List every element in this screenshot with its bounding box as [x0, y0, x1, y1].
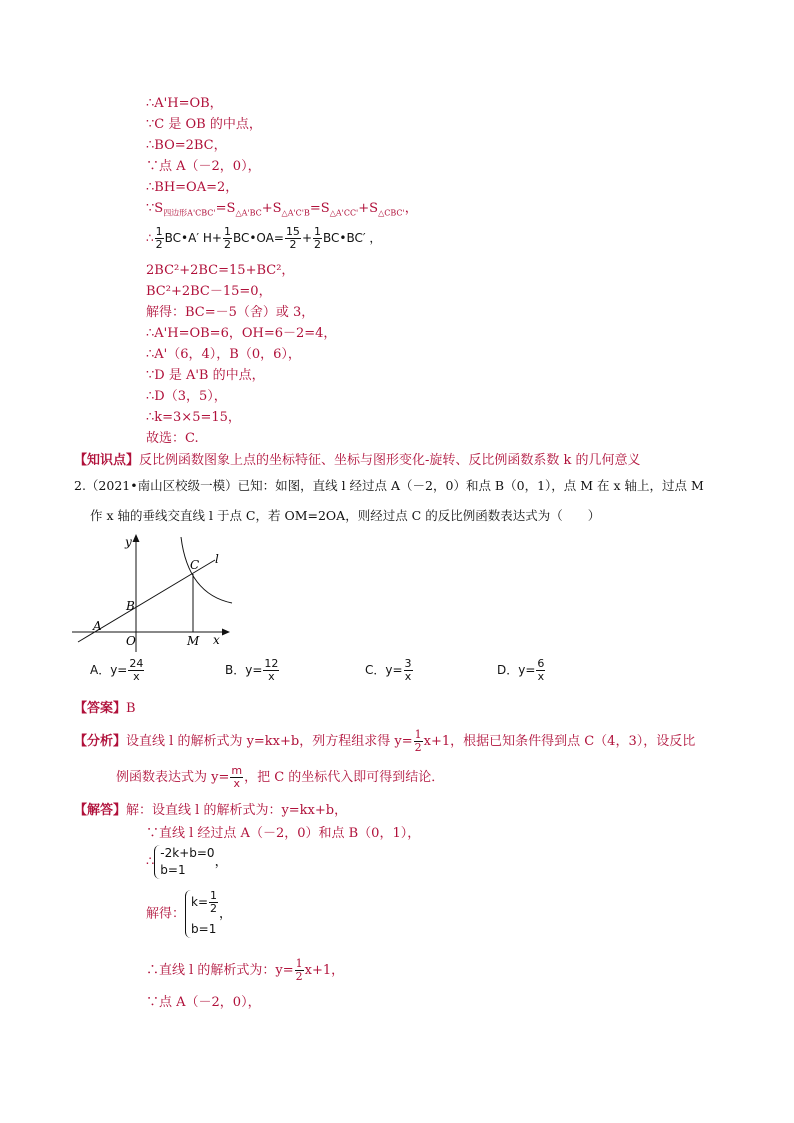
- frac-den: 2: [210, 902, 218, 915]
- equation: [191, 890, 219, 915]
- equation-text: k=: [191, 895, 209, 909]
- punct: ，: [214, 854, 228, 870]
- label-c: C: [190, 558, 200, 572]
- proof-line-7: [146, 226, 381, 251]
- area-term: ∵S: [146, 201, 164, 216]
- therefore-symbol: ∴: [146, 231, 154, 245]
- option-d-fraction: [536, 658, 545, 683]
- option-c-fraction: [404, 658, 413, 683]
- proof-line-10: 解得：BC=－5（舍）或 3，: [146, 305, 315, 320]
- frac-num: 1: [414, 728, 422, 741]
- frac-den: 2: [414, 741, 422, 754]
- label-o: O: [126, 634, 136, 648]
- solution-line-3: [146, 845, 228, 879]
- solution-line-6: ∵点 A（－2，0），: [146, 995, 261, 1010]
- option-c-label: C．y=: [365, 663, 403, 677]
- fraction-half: [295, 958, 304, 983]
- analysis-text: ，把 C 的坐标代入即可得到结论．: [244, 770, 445, 785]
- solution-line-4: [146, 890, 232, 938]
- frac-den: 2: [223, 238, 231, 251]
- area-subscript: △A'BC: [235, 208, 262, 218]
- area-subscript: 四边形A'CBC': [163, 208, 216, 218]
- frac-num: 15: [285, 225, 300, 238]
- frac-den: x: [268, 670, 275, 683]
- equation: b=1: [191, 922, 217, 936]
- frac-num: 3: [404, 657, 412, 670]
- fraction-fifteen-halves: [285, 226, 301, 251]
- analysis-text: 设直线 l 的解析式为 y=kx+b，列方程组求得 y=: [126, 734, 413, 749]
- frac-num: 6: [537, 657, 545, 670]
- punct: ，: [219, 906, 233, 922]
- frac-num: 12: [264, 657, 279, 670]
- label-m: M: [187, 634, 200, 648]
- solution-line-1: [74, 802, 347, 820]
- option-c[interactable]: [365, 658, 414, 683]
- proof-line-8: 2BC²+2BC=15+BC²，: [146, 263, 295, 278]
- frac-num: m: [231, 764, 243, 777]
- analysis-text: 例函数表达式为 y=: [116, 770, 230, 785]
- analysis-line-2: [116, 765, 444, 790]
- fraction-half: [155, 226, 164, 251]
- answer-value: B: [126, 701, 136, 716]
- proof-line-11: ∴A'H=OB=6，OH=6－2=4，: [146, 326, 337, 341]
- solution-line-5: [146, 958, 344, 983]
- solution-text: x+1，: [304, 963, 345, 978]
- option-a-label: A．y=: [90, 663, 128, 677]
- knowledge-text: 反比例函数图象上点的坐标特征、坐标与图形变化-旋转、反比例函数系数 k 的几何意义: [139, 453, 641, 468]
- proof-line-12: ∴A'（6，4），B（0，6），: [146, 347, 301, 362]
- proof-line-15: ∴k=3×5=15，: [146, 410, 241, 425]
- proof-line-4: ∵点 A（－2，0），: [146, 159, 261, 174]
- proof-line-14: ∴D（3，5），: [146, 389, 227, 404]
- answer-tag: 【答案】: [74, 701, 127, 716]
- option-d[interactable]: [497, 658, 546, 683]
- area-term: +S: [358, 201, 379, 216]
- frac-num: 1: [314, 225, 321, 238]
- option-b[interactable]: [225, 658, 280, 683]
- proof-line-9: BC²+2BC－15=0，: [146, 284, 272, 299]
- analysis-fraction-m-x: [230, 765, 243, 790]
- frac-den: 2: [155, 238, 163, 251]
- frac-num: 1: [155, 225, 163, 238]
- label-a: A: [93, 619, 102, 633]
- option-a-fraction: [128, 658, 144, 683]
- option-d-label: D．y=: [497, 663, 536, 677]
- hyperbola-curve: [181, 537, 232, 603]
- expr-text: BC•BC′ ，: [323, 231, 382, 245]
- frac-num: 24: [129, 657, 144, 670]
- proof-line-3: ∴BO=2BC，: [146, 138, 227, 153]
- proof-line-2: ∵C 是 OB 的中点，: [146, 117, 262, 132]
- option-b-fraction: [263, 658, 279, 683]
- label-b: B: [126, 599, 135, 613]
- label-y: y: [125, 535, 132, 549]
- frac-den: x: [404, 670, 412, 683]
- area-subscript: △A'C'B: [281, 208, 310, 218]
- solution-system: [185, 890, 219, 938]
- expr-text: BC•OA=: [232, 231, 284, 245]
- solution-tag: 【解答】: [74, 803, 127, 818]
- equation: b=1: [160, 863, 186, 877]
- frac-num: 1: [223, 225, 231, 238]
- frac-num: 1: [210, 889, 218, 902]
- solution-line-2: ∵直线 l 经过点 A（－2，0）和点 B（0，1），: [146, 826, 421, 841]
- option-b-label: B．y=: [225, 663, 263, 677]
- area-term: +S: [261, 201, 282, 216]
- frac-den: 2: [289, 238, 297, 251]
- area-term: =S: [309, 201, 330, 216]
- frac-den: x: [133, 670, 140, 683]
- x-axis-arrow: [222, 629, 230, 636]
- expr-text: BC•A′ H+: [164, 231, 222, 245]
- fraction-half: [223, 226, 232, 251]
- solve-label: 解得：: [146, 906, 186, 922]
- therefore-symbol: ∴: [146, 854, 155, 870]
- fraction-half: [313, 226, 322, 251]
- equation-system: [154, 845, 214, 879]
- analysis-line-1: [74, 729, 695, 754]
- punct: ，: [404, 201, 418, 216]
- proof-line-6: [146, 200, 418, 223]
- question-2-line-1: 2.（2021•南山区校级一模）已知：如图，直线 l 经过点 A（－2，0）和点 B（0，1），点 M 在 x 轴上，过点 M: [74, 478, 704, 493]
- knowledge-tag: 【知识点】: [74, 453, 140, 468]
- frac-den: 2: [295, 970, 303, 983]
- frac-den: x: [537, 670, 545, 683]
- knowledge-point: [74, 452, 641, 470]
- analysis-text: x+1，根据已知条件得到点 C（4，3），设反比: [423, 734, 696, 749]
- area-subscript: △CBC': [378, 208, 405, 218]
- equation: -2k+b=0: [160, 846, 215, 860]
- expr-text: +: [301, 231, 312, 245]
- y-axis-arrow: [133, 534, 140, 542]
- question-2-line-2: 作 x 轴的垂线交直线 l 于点 C，若 OM=2OA，则经过点 C 的反比例函数表达式为（ ）: [90, 508, 601, 523]
- frac-den: 2: [314, 238, 321, 251]
- option-a[interactable]: [90, 658, 145, 683]
- area-subscript: △A'CC': [329, 208, 359, 218]
- solution-text: ∴直线 l 的解析式为：y=: [146, 963, 294, 978]
- frac-num: 1: [295, 957, 303, 970]
- label-x: x: [213, 633, 220, 647]
- proof-line-1: ∴A'H=OB，: [146, 96, 223, 111]
- area-term: =S: [215, 201, 236, 216]
- label-l: l: [215, 552, 219, 566]
- answer: [74, 700, 136, 718]
- frac-den: x: [233, 777, 240, 790]
- solution-text: 解：设直线 l 的解析式为：y=kx+b，: [126, 803, 348, 818]
- analysis-fraction-half: [414, 729, 423, 754]
- proof-line-16: 故选：C.: [146, 431, 199, 446]
- proof-line-13: ∵D 是 A'B 的中点，: [146, 368, 265, 383]
- fraction-half: [209, 890, 218, 915]
- proof-line-5: ∴BH=OA=2，: [146, 180, 239, 195]
- analysis-tag: 【分析】: [74, 734, 127, 749]
- coordinate-figure: [70, 532, 250, 657]
